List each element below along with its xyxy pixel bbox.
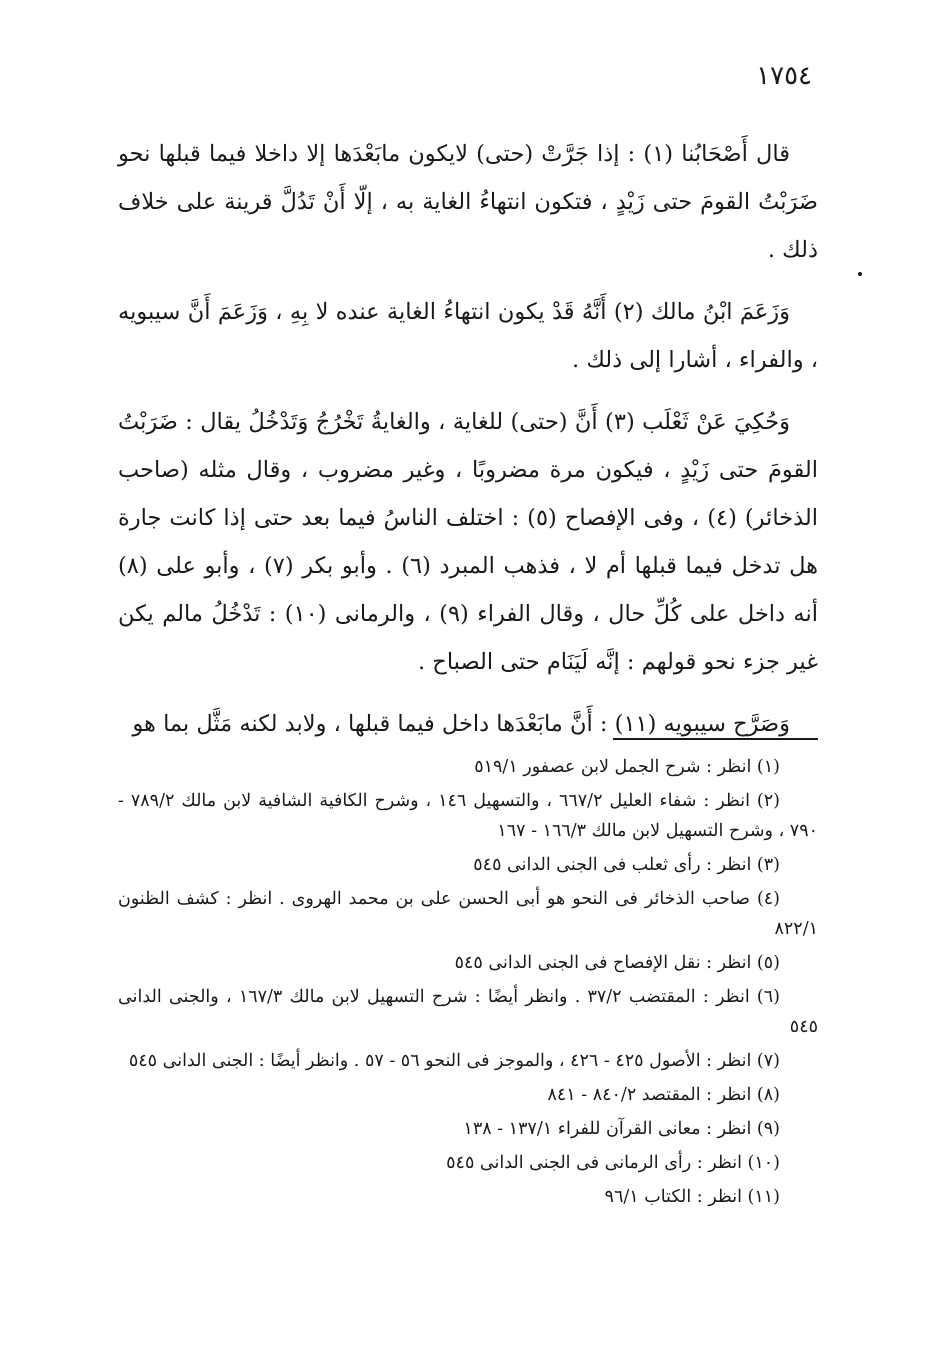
footnotes	[118, 752, 818, 1216]
footnote-3: (٣) انظر : رأى ثعلب فى الجنى الدانى ٥٤٥	[473, 855, 780, 875]
footnote-9: (٩) انظر : معانى القرآن للفراء ١٣٧/١ - ١٣٨	[463, 1119, 780, 1139]
paragraph-ibn-malik: وَزَعَمَ ابْنُ مالك (٢) أَنَّهُ قَدْ يكون انتهاءُ الغاية عنده لا بِهِ ، وَزَعَمَ أَنَّ سيبويه ، والفراء ، أشارا إلى ذلك .	[118, 299, 818, 373]
stray-ink-dot	[858, 272, 862, 276]
footnote-separator	[613, 738, 818, 740]
paragraph-ashabuna: قال أَصْحَابُنا (١) : إذا جَرَّتْ (حتى) لايكون مابَعْدَها إلا داخلا فيما قبلها نحو ضَرَبْتُ القومَ حتى زَيْدٍ ، فتكون انتهاءُ الغاية به ، إلّا أَنْ تَدُلَّ قرينة على خلاف ذلك .	[118, 141, 818, 263]
body-text	[118, 130, 818, 748]
footnote-6: (٦) انظر : المقتضب ٣٧/٢ . وانظر أيضًا : شرح التسهيل لابن مالك ١٦٧/٣ ، والجنى الدانى ٥٤٥	[118, 987, 818, 1037]
footnote-11: (١١) انظر : الكتاب ٩٦/١	[604, 1187, 780, 1207]
footnote-10: (١٠) انظر : رأى الرمانى فى الجنى الدانى ٥٤٥	[446, 1153, 780, 1173]
page-number: ١٧٥٤	[756, 61, 812, 91]
paragraph-thalab: وَحُكِيَ عَنْ ثَعْلَب (٣) أَنَّ (حتى) للغاية ، والغايةُ تَخْرُجُ وَتَدْخُلُ يقال : ضَرَبْتُ القومَ حتى زَيْدٍ ، فيكون مرة مضروبًا ، وغير مضروب ، وقال مثله (صاحب الذخائر) (٤) ، وفى الإفصاح (٥) : اختلف الناسُ فيما بعد حتى إذا كانت جارة هل تدخل فيما قبلها أم لا ، فذهب المبرد (٦) . وأبو بكر (٧) ، وأبو على (٨) أنه داخل على كُلِّ حال ، وقال الفراء (٩) ، والرمانى (١٠) : تَدْخُلُ مالم يكن غير جزء نحو قولهم : إنَّه لَيَنَام حتى الصباح .	[118, 409, 819, 675]
paragraph-sibawayh: وَصَرَّح سيبويه (١١) : أَنَّ مابَعْدَها داخل فيما قبلها ، ولابد لكنه مَثَّل بما هو	[132, 711, 790, 737]
footnote-2: (٢) انظر : شفاء العليل ٦٦٧/٢ ، والتسهيل ١٤٦ ، وشرح الكافية الشافية لابن مالك ٧٨٩/٢ - ٧٩٠ ، وشرح التسهيل لابن مالك ١٦٦/٣ - ١٦٧	[118, 791, 818, 841]
footnote-1: (١) انظر : شرح الجمل لابن عصفور ٥١٩/١	[474, 757, 780, 777]
footnote-7: (٧) انظر : الأصول ٤٢٥ - ٤٢٦ ، والموجز فى النحو ٥٦ - ٥٧ . وانظر أيضًا : الجنى الدانى ٥٤٥	[128, 1051, 780, 1071]
footnote-5: (٥) انظر : نقل الإفصاح فى الجنى الدانى ٥٤٥	[454, 953, 780, 973]
footnote-8: (٨) انظر : المقتصد ٨٤٠/٢ - ٨٤١	[547, 1085, 780, 1105]
footnote-4: (٤) صاحب الذخائر فى النحو هو أبى الحسن على بن محمد الهروى . انظر : كشف الظنون ٨٢٢/١	[118, 889, 818, 939]
